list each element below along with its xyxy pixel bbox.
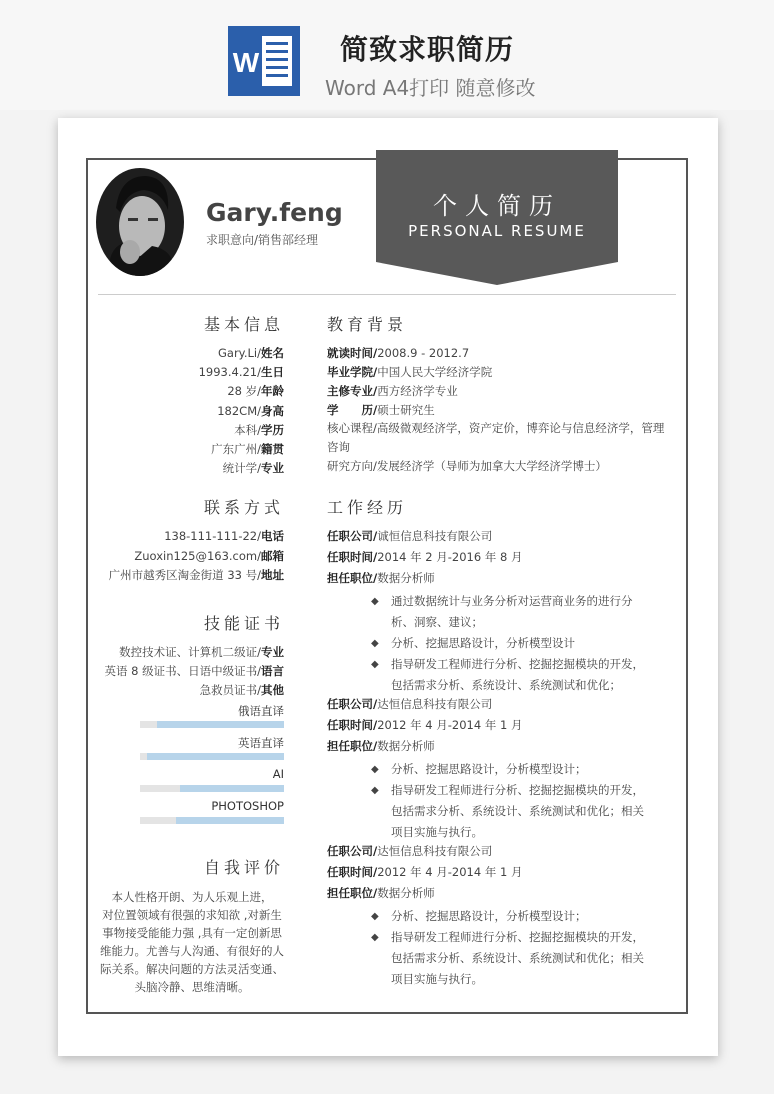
- cert-row-label: 语言: [261, 664, 284, 678]
- job-intent: 求职意向/销售部经理: [206, 233, 319, 247]
- education-extra: 咨询: [327, 440, 350, 454]
- education-label: 学 历/: [327, 403, 378, 417]
- job-company-value: 诚恒信息科技有限公司: [377, 529, 493, 543]
- page-title: 简致求职简历: [340, 33, 515, 66]
- job-company-row: [327, 528, 492, 544]
- education-value: 硕士研究生: [377, 403, 435, 417]
- education-extra: 核心课程/高级微观经济学，资产定价，博弈论与信息经济学，管理: [327, 421, 665, 435]
- job-bullet-line: 包括需求分析、系统设计、系统测试和优化；相关: [391, 804, 644, 818]
- job-bullet-item: [371, 759, 587, 780]
- contact-row-label: 邮箱: [261, 548, 284, 563]
- job-company-row: [327, 843, 492, 859]
- certs-heading: 技能证书: [203, 614, 284, 633]
- skill-bar: [140, 817, 284, 824]
- job-time-row: [327, 864, 522, 880]
- education-row: [327, 402, 435, 418]
- basic-info-row: [78, 403, 284, 419]
- basic-info-row: [78, 422, 284, 438]
- job-position-value: 数据分析师: [377, 739, 435, 753]
- job-time-value: 2012 年 4 月-2014 年 1 月: [377, 865, 523, 879]
- skill-label: PHOTOSHOP: [211, 799, 284, 813]
- ribbon-title: 个人简历: [433, 192, 561, 220]
- divider: [98, 294, 676, 295]
- job-company-value: 达恒信息科技有限公司: [377, 844, 493, 858]
- self-eval-line: 对位置领域有很强的求知欲 ,对新生: [102, 908, 282, 922]
- job-position-label: 担任职位/: [327, 886, 378, 900]
- self-eval-line: 事物接受能能力强 ,具有一定创新思: [102, 926, 282, 940]
- job-bullet-line: 析、洞察、建议；: [391, 615, 483, 629]
- skill-bar-fill: [147, 753, 284, 760]
- word-letter: W: [232, 47, 260, 78]
- job-bullet-line: 指导研发工程师进行分析、挖掘挖掘模块的开发，: [391, 930, 644, 944]
- job-time-value: 2014 年 2 月-2016 年 8 月: [377, 550, 523, 564]
- job-company-label: 任职公司/: [327, 529, 378, 543]
- job-position-row: [327, 570, 435, 586]
- job-time-row: [327, 717, 522, 733]
- contact-row: [78, 528, 284, 544]
- job-bullet-line: 包括需求分析、系统设计、系统测试和优化；: [391, 678, 621, 692]
- basic-info-row-value: Gary.Li/: [218, 346, 261, 360]
- contact-row: [78, 567, 284, 583]
- work-heading: 工作经历: [327, 498, 408, 517]
- job-time-label: 任职时间/: [327, 865, 378, 879]
- basic-info-row: [78, 364, 284, 380]
- basic-info-row-value: 1993.4.21/: [198, 365, 261, 380]
- basic-info-row-value: 28 岁/: [227, 384, 261, 399]
- contact-row-label: 电话: [261, 529, 284, 543]
- job-time-label: 任职时间/: [327, 718, 378, 732]
- basic-info-row: [78, 383, 284, 399]
- contact-heading: 联系方式: [203, 498, 284, 517]
- avatar: [96, 168, 184, 276]
- education-heading: 教育背景: [327, 315, 408, 334]
- skill-bar: [140, 785, 284, 792]
- candidate-name: Gary.feng: [206, 198, 343, 227]
- contact-row-label: 地址: [261, 568, 284, 582]
- skill-label: AI: [272, 767, 284, 781]
- job-position-label: 担任职位/: [327, 739, 378, 753]
- education-label: 毕业学院/: [327, 365, 378, 379]
- basic-info-row-label: 学历: [261, 422, 284, 437]
- education-label: 主修专业/: [327, 384, 378, 398]
- education-label: 就读时间/: [327, 346, 378, 360]
- education-value: 西方经济学专业: [377, 384, 458, 398]
- self-eval-line: 头脑冷静、思维清晰。: [134, 980, 250, 994]
- skill-bar: [140, 721, 284, 728]
- job-bullet-item: [371, 633, 575, 654]
- job-bullet-item: [371, 591, 633, 633]
- contact-row-value: 138-111-111-22/: [164, 529, 261, 543]
- cert-row-label: 专业: [261, 645, 284, 659]
- basic-info-row: [78, 460, 284, 476]
- basic-info-row-label: 姓名: [261, 346, 284, 360]
- job-bullet-line: 分析、挖掘思路设计，分析模型设计；: [391, 909, 587, 923]
- cert-row-value: 英语 8 级证书、日语中级证书/: [104, 664, 261, 678]
- job-position-label: 担任职位/: [327, 571, 378, 585]
- job-bullet-item: [371, 654, 644, 696]
- contact-row-value: Zuoxin125@163.com/: [134, 548, 261, 563]
- cert-row: [78, 663, 284, 679]
- job-bullet-line: 项目实施与执行。: [391, 972, 483, 986]
- job-position-value: 数据分析师: [377, 886, 435, 900]
- job-company-row: [327, 696, 492, 712]
- job-time-value: 2012 年 4 月-2014 年 1 月: [377, 718, 523, 732]
- basic-info-row-value: 本科/: [234, 422, 261, 437]
- basic-info-row-value: 182CM/: [217, 403, 261, 418]
- job-bullet-line: 指导研发工程师进行分析、挖掘挖掘模块的开发，: [391, 657, 644, 671]
- cert-row-label: 其他: [261, 683, 284, 697]
- basic-info-row: [78, 345, 284, 361]
- cert-row-value: 数控技术证、计算机二级证/: [119, 645, 261, 659]
- job-bullet-line: 通过数据统计与业务分析对运营商业务的进行分: [391, 594, 633, 608]
- contact-row-value: 广州市越秀区淘金街道 33 号/: [108, 568, 261, 582]
- job-bullet-line: 分析、挖掘思路设计，分析模型设计；: [391, 762, 587, 776]
- education-value: 中国人民大学经济学院: [377, 365, 493, 379]
- job-time-label: 任职时间/: [327, 550, 378, 564]
- basic-info-row-label: 年龄: [261, 384, 284, 399]
- top-banner: [0, 0, 774, 110]
- bullet-diamond-icon: ◆: [371, 659, 379, 670]
- basic-info-row-label: 籍贯: [261, 442, 284, 456]
- self-eval-line: 际关系。解决问题的方法灵活变通、: [100, 962, 284, 976]
- skill-bar-fill: [176, 817, 284, 824]
- bullet-diamond-icon: ◆: [371, 785, 379, 796]
- education-row: [327, 345, 469, 361]
- job-time-row: [327, 549, 522, 565]
- education-extra: 研究方向/发展经济学（导师为加拿大大学经济学博士）: [327, 459, 607, 473]
- self-eval-heading: 自我评价: [203, 858, 284, 877]
- skill-bar-fill: [157, 721, 284, 728]
- cert-row: [78, 644, 284, 660]
- self-eval-line: 维能力。尤善与人沟通、有很好的人: [100, 944, 284, 958]
- bullet-diamond-icon: ◆: [371, 932, 379, 943]
- education-row: [327, 364, 492, 380]
- skill-label: 英语直译: [238, 736, 284, 750]
- job-bullet-line: 指导研发工程师进行分析、挖掘挖掘模块的开发，: [391, 783, 644, 797]
- job-position-row: [327, 885, 435, 901]
- ribbon-subtitle: PERSONAL RESUME: [408, 222, 586, 240]
- resume-paper: [58, 118, 718, 1056]
- contact-row: [78, 548, 284, 564]
- basic-info-row-label: 专业: [261, 461, 284, 476]
- bullet-diamond-icon: ◆: [371, 911, 379, 922]
- job-company-label: 任职公司/: [327, 697, 378, 711]
- basic-info-row-label: 生日: [261, 365, 284, 380]
- bullet-diamond-icon: ◆: [371, 764, 379, 775]
- self-eval-text: [98, 888, 286, 996]
- job-bullet-item: [371, 927, 644, 990]
- bullet-diamond-icon: ◆: [371, 596, 379, 607]
- education-value: 2008.9 - 2012.7: [377, 346, 470, 360]
- job-bullet-item: [371, 906, 587, 927]
- job-bullet-line: 包括需求分析、系统设计、系统测试和优化；相关: [391, 951, 644, 965]
- bullet-diamond-icon: ◆: [371, 638, 379, 649]
- word-doc-icon: [228, 26, 300, 96]
- basic-info-heading: 基本信息: [203, 315, 284, 334]
- basic-info-row: [78, 441, 284, 457]
- job-position-value: 数据分析师: [377, 571, 435, 585]
- basic-info-row-label: 身高: [261, 403, 284, 418]
- job-company-value: 达恒信息科技有限公司: [377, 697, 493, 711]
- skill-bar: [140, 753, 284, 760]
- cert-row-value: 急救员证书/: [199, 683, 261, 697]
- job-position-row: [327, 738, 435, 754]
- job-bullet-line: 项目实施与执行。: [391, 825, 483, 839]
- page-subtitle: Word A4打印 随意修改: [325, 76, 536, 100]
- skill-bar-fill: [180, 785, 284, 792]
- job-company-label: 任职公司/: [327, 844, 378, 858]
- self-eval-line: 本人性格开朗、为人乐观上进，: [111, 890, 273, 904]
- job-bullet-line: 分析、挖掘思路设计，分析模型设计: [391, 636, 575, 650]
- job-bullet-item: [371, 780, 644, 843]
- education-row: [327, 383, 458, 399]
- cert-row: [78, 682, 284, 698]
- basic-info-row-value: 统计学/: [222, 461, 261, 476]
- skill-label: 俄语直译: [238, 704, 284, 718]
- basic-info-row-value: 广东广州/: [211, 442, 261, 456]
